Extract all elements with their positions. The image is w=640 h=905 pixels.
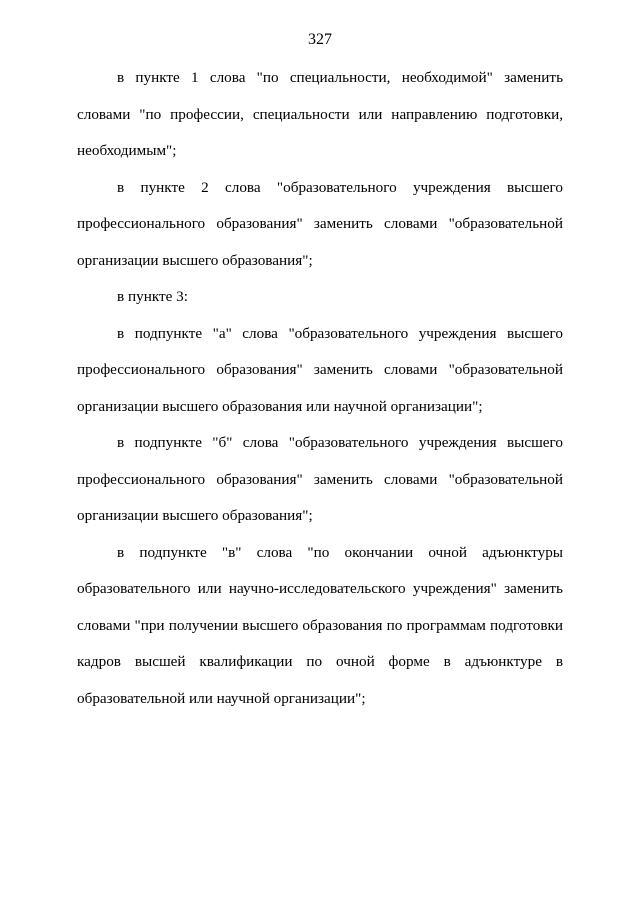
paragraph-item-2-amendment: в пункте 2 слова "образовательного учреждения высшего профессионального образования" заменить словами "образовательной организации высшего образования"; [77, 178, 563, 269]
paragraph-subitem-a-amendment: в подпункте "а" слова "образовательного учреждения высшего профессионального образования" заменить словами "образовательной организации высшего образования или научной организации"; [77, 324, 563, 415]
paragraph-item-3-heading: в пункте 3: [117, 288, 188, 305]
paragraph-subitem-b-amendment: в подпункте "б" слова "образовательного учреждения высшего профессионального образования" заменить словами "образовательной организации высшего образования"; [77, 434, 563, 524]
document-body [77, 60, 563, 717]
paragraph-subitem-v-amendment: в подпункте "в" слова "по окончании очной адъюнктуры образовательного или научно-исследовательского учреждения" заменить словами "при получении высшего образования по программам подготовки кадров высшей квалификации по очной форме в адъюнктуре в образовательной или научной организации"; [77, 543, 563, 707]
page-number: 327 [308, 31, 332, 48]
paragraph-item-1-amendment: в пункте 1 слова "по специальности, необходимой" заменить словами "по профессии, специальности или направлению подготовки, необходимым"; [77, 69, 563, 159]
